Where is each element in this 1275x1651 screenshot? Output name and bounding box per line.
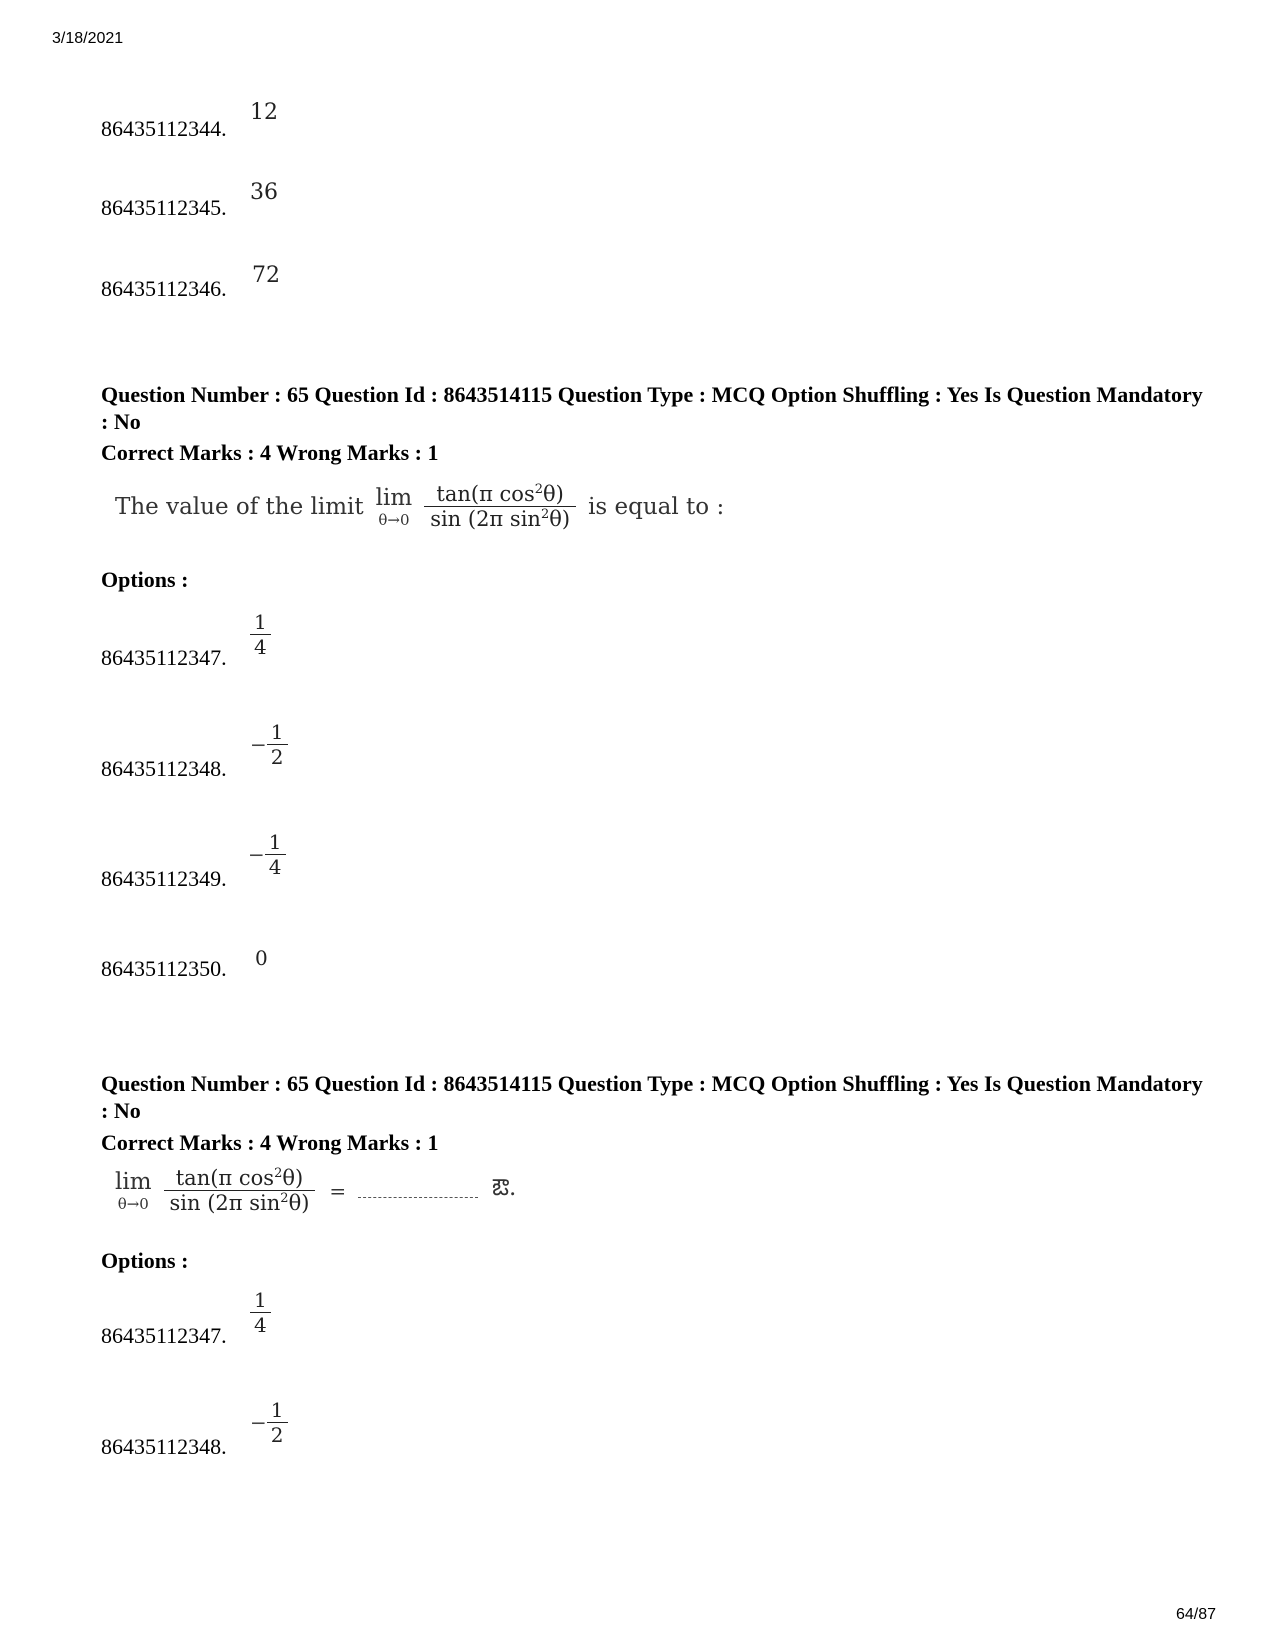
lim-subscript: θ→0 [378, 510, 410, 529]
fraction-denominator: 2 [267, 744, 288, 769]
denominator-part: θ) [549, 507, 571, 531]
fraction-denominator [164, 1190, 316, 1215]
numerator-part: θ) [543, 482, 564, 506]
option-value: 72 [252, 263, 280, 288]
option-id: 86435112344. [101, 116, 227, 141]
question-text [115, 482, 724, 531]
fraction-numerator: 1 [270, 720, 284, 744]
option-fraction [250, 610, 271, 659]
lim-subscript: θ→0 [117, 1194, 149, 1213]
option-value [250, 1288, 271, 1337]
numerator-part: θ) [282, 1166, 304, 1190]
limit-fraction [164, 1166, 316, 1215]
option-value [250, 1398, 288, 1447]
telugu-suffix: ఔ. [492, 1174, 517, 1201]
question-text-before: The value of the limit [115, 493, 364, 520]
option-fraction [250, 1288, 271, 1337]
option-id: 86435112348. [101, 756, 227, 781]
option-value [248, 830, 286, 879]
numerator-part: tan(π cos [175, 1166, 275, 1190]
option-id: 86435112348. [101, 1434, 227, 1459]
option-value [250, 610, 271, 659]
print-date: 3/18/2021 [52, 30, 124, 47]
question-header: Question Number : 65 Question Id : 8643514115 Question Type : MCQ Option Shuffling : Yes Is Question Mandatory : No [101, 1071, 1203, 1123]
fraction-numerator: 1 [254, 610, 267, 634]
marks-line: Correct Marks : 4 Wrong Marks : 1 [101, 1130, 439, 1155]
option-id: 86435112347. [101, 1323, 227, 1348]
numerator-exponent: 2 [534, 482, 544, 497]
options-label: Options : [101, 1248, 189, 1273]
fraction-denominator: 4 [265, 854, 286, 879]
option-fraction [267, 720, 288, 769]
answer-blank [358, 1183, 478, 1198]
option-id: 86435112346. [101, 276, 227, 301]
fraction-numerator [430, 482, 569, 506]
options-label: Options : [101, 567, 189, 592]
fraction-numerator: 1 [270, 1398, 284, 1422]
limit-operator [115, 1169, 152, 1213]
denominator-part: θ) [288, 1191, 310, 1215]
minus-sign: − [248, 842, 265, 867]
numerator-part: tan(π cos [436, 482, 535, 506]
option-value: 12 [250, 100, 278, 125]
option-id: 86435112350. [101, 956, 227, 981]
minus-sign: − [250, 1410, 267, 1435]
denominator-exponent: 2 [540, 507, 550, 522]
fraction-numerator: 1 [254, 1288, 267, 1312]
option-id: 86435112349. [101, 866, 227, 891]
fraction-denominator: 4 [250, 1312, 271, 1337]
denominator-part: sin (2π sin [169, 1191, 281, 1215]
option-id: 86435112345. [101, 195, 227, 220]
option-value [250, 720, 288, 769]
option-fraction [265, 830, 286, 879]
fraction-denominator: 4 [250, 634, 271, 659]
minus-sign: − [250, 732, 267, 757]
limit-fraction [424, 482, 576, 531]
question-text-after: is equal to : [588, 493, 725, 520]
denominator-exponent: 2 [280, 1191, 289, 1206]
equals-sign: = [329, 1178, 347, 1203]
fraction-numerator [170, 1166, 309, 1190]
fraction-denominator [424, 506, 576, 531]
option-value: 36 [250, 180, 278, 205]
denominator-part: sin (2π sin [430, 507, 541, 531]
option-value: 0 [255, 946, 268, 970]
option-id: 86435112347. [101, 645, 227, 670]
option-fraction [267, 1398, 288, 1447]
lim-word: lim [375, 484, 413, 511]
limit-operator [376, 485, 413, 529]
question-text [115, 1166, 516, 1215]
numerator-exponent: 2 [274, 1166, 283, 1181]
fraction-denominator: 2 [267, 1422, 288, 1447]
fraction-numerator: 1 [268, 830, 282, 854]
lim-word: lim [115, 1168, 152, 1195]
page-number: 64/87 [1176, 1606, 1217, 1623]
question-header: Question Number : 65 Question Id : 8643514115 Question Type : MCQ Option Shuffling : Yes Is Question Mandatory : No [101, 382, 1203, 434]
marks-line: Correct Marks : 4 Wrong Marks : 1 [101, 440, 439, 465]
